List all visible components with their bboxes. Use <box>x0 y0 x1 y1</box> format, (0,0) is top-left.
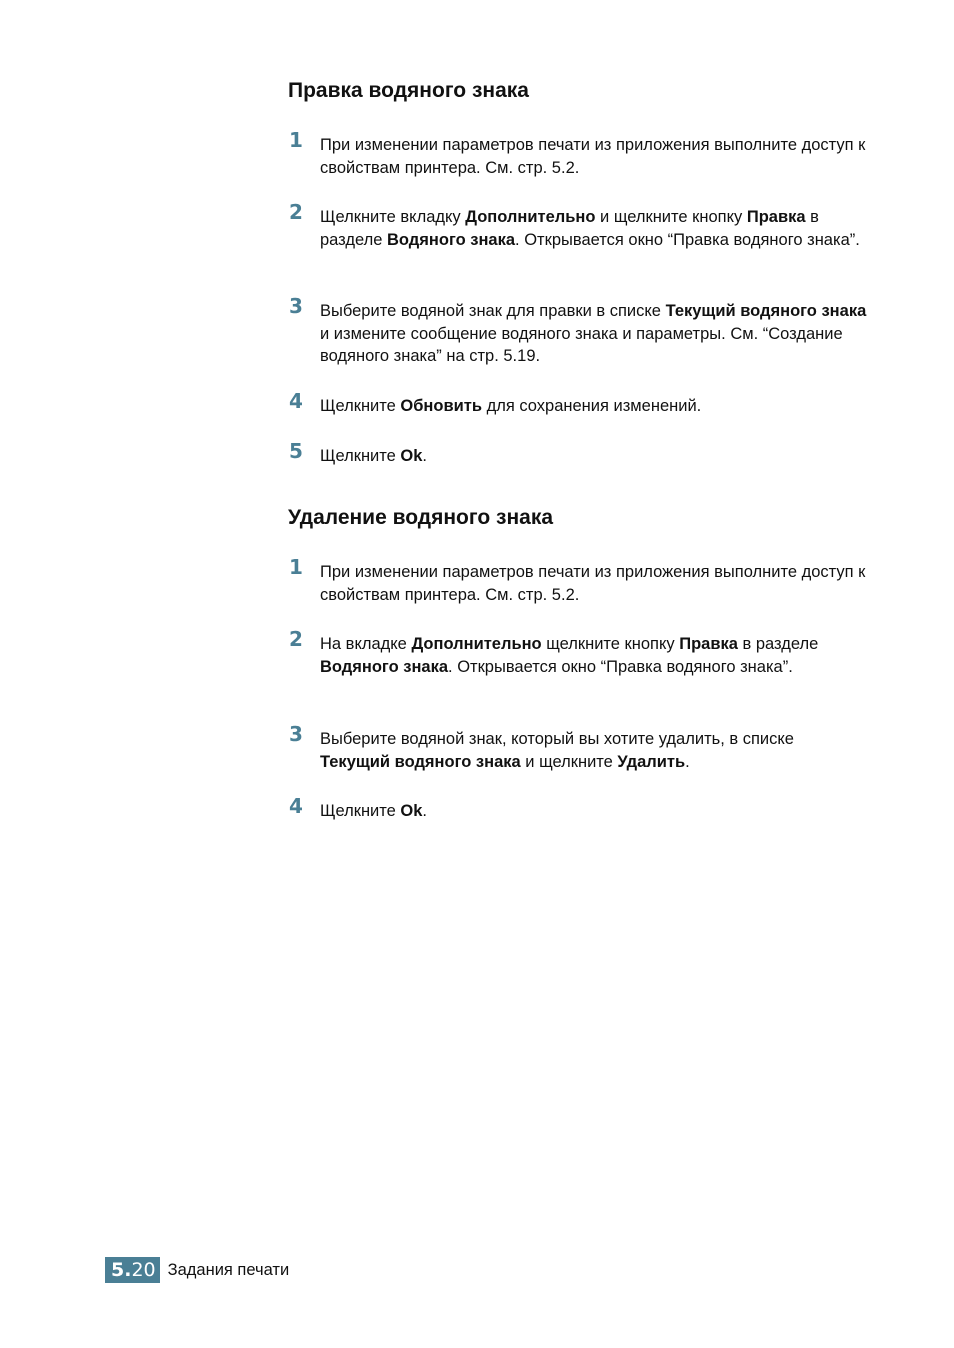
text-segment: Щелкните <box>320 447 401 465</box>
bold-term: Водяного знака <box>320 657 449 676</box>
text-segment: в разделе <box>737 635 819 653</box>
bold-term: Удалить <box>617 752 686 771</box>
bold-term: Правка <box>746 208 806 226</box>
text-segment: Щелкните <box>320 397 401 415</box>
page-number: 20 <box>131 1259 156 1281</box>
step-text <box>320 300 868 368</box>
chapter-title: Задания печати <box>167 1260 290 1279</box>
step-number: 1 <box>289 555 303 579</box>
step-text <box>320 561 868 606</box>
text-segment: При изменении параметров печати из приложения выполните доступ к свойствам принтера. См. стр. 5.2. <box>320 136 866 177</box>
text-segment: На вкладке <box>320 635 412 653</box>
step-item <box>288 555 868 606</box>
step-item <box>288 627 868 678</box>
text-segment: Выберите водяной знак для правки в списке <box>320 302 666 320</box>
bold-term: Дополнительно <box>411 635 542 653</box>
step-item <box>288 722 868 773</box>
text-segment: . <box>422 802 428 820</box>
text-segment: щелкните кнопку <box>541 635 680 653</box>
section-edit-watermark <box>288 78 868 104</box>
step-number: 2 <box>289 200 303 224</box>
bold-term: Правка <box>679 635 738 653</box>
step-item <box>288 200 868 251</box>
bold-term: Дополнительно <box>465 208 596 226</box>
step-text <box>320 395 868 418</box>
bold-term: Текущий водяного знака <box>665 302 867 320</box>
page-footer <box>105 1257 289 1283</box>
text-segment: Щелкните вкладку <box>320 208 466 226</box>
section-title: Удаление водяного знака <box>288 506 554 529</box>
section-delete-watermark <box>288 505 868 531</box>
step-item <box>288 389 868 418</box>
bold-term: Обновить <box>400 397 482 415</box>
text-segment: Выберите водяной знак, который вы хотите удалить, в списке <box>320 730 794 748</box>
bold-term: Ok <box>400 802 423 820</box>
text-segment: . Открывается окно “Правка водяного знака”. <box>448 657 793 676</box>
bold-term: Ok <box>400 447 423 465</box>
text-segment: Щелкните <box>320 802 401 820</box>
text-segment: и измените сообщение водяного знака и параметры. См. “Создание водяного знака” на стр. 5.19. <box>320 324 843 365</box>
step-text <box>320 633 868 678</box>
section-title: Правка водяного знака <box>288 79 529 102</box>
step-number: 4 <box>289 389 303 413</box>
step-number: 3 <box>289 294 303 318</box>
text-segment: для сохранения изменений. <box>482 397 702 415</box>
step-text <box>320 206 868 251</box>
step-text <box>320 800 868 823</box>
step-number: 5 <box>289 439 303 463</box>
step-text <box>320 134 868 179</box>
text-segment: в разделе <box>320 208 819 249</box>
text-segment: При изменении параметров печати из приложения выполните доступ к свойствам принтера. См. стр. 5.2. <box>320 563 866 604</box>
bold-term: Водяного знака <box>387 230 516 249</box>
text-segment: и щелкните кнопку <box>595 208 747 226</box>
text-segment: . <box>685 752 690 771</box>
page-number-badge <box>105 1257 160 1283</box>
step-item <box>288 128 868 179</box>
step-text <box>320 728 868 773</box>
step-item <box>288 439 868 468</box>
step-number: 4 <box>289 794 303 818</box>
text-segment: . Открывается окно “Правка водяного знака”. <box>515 230 860 249</box>
chapter-number: 5. <box>111 1259 132 1281</box>
step-number: 1 <box>289 128 303 152</box>
text-segment: . <box>422 447 428 465</box>
step-item <box>288 794 868 823</box>
bold-term: Текущий водяного знака <box>320 752 521 771</box>
step-number: 2 <box>289 627 303 651</box>
step-number: 3 <box>289 722 303 746</box>
step-item <box>288 294 868 368</box>
text-segment: и щелкните <box>520 752 618 771</box>
step-text <box>320 445 868 468</box>
